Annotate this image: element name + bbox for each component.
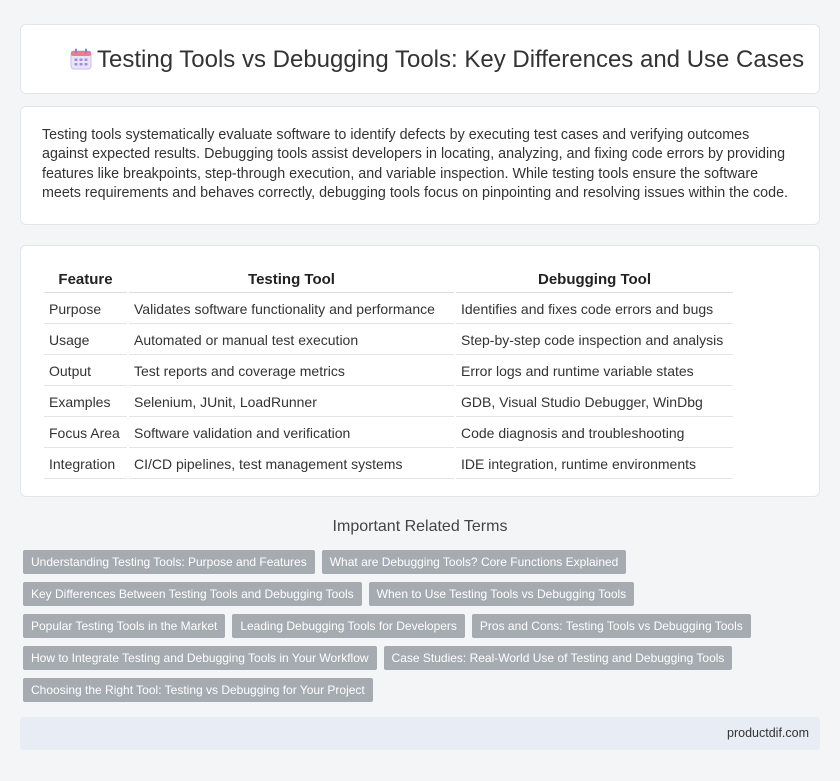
related-terms-title: Important Related Terms bbox=[332, 518, 508, 535]
table-cell: CI/CD pipelines, test management systems bbox=[129, 450, 454, 479]
comparison-table bbox=[42, 265, 735, 481]
tag-row bbox=[23, 550, 823, 574]
related-term-link[interactable]: Understanding Testing Tools: Purpose and Features bbox=[23, 550, 315, 574]
comparison-table-card bbox=[20, 245, 820, 497]
table-cell: Selenium, JUnit, LoadRunner bbox=[129, 388, 454, 417]
tag-row bbox=[23, 646, 823, 670]
table-row bbox=[44, 388, 733, 417]
column-header: Testing Tool bbox=[129, 267, 454, 293]
footer-site-name[interactable]: productdif.com bbox=[727, 726, 809, 740]
related-term-link[interactable]: What are Debugging Tools? Core Functions Explained bbox=[322, 550, 627, 574]
intro-paragraph: Testing tools systematically evaluate software to identify defects by executing test cases and verifying outcomes against expected results. Debugging tools assist developers in locating, analyzing, and fixing code errors by providing features like breakpoints, step-through execution, and variable inspection. While testing tools ensure the software meets requirements and behaves correctly, debugging tools focus on pinpointing and resolving issues within the code. bbox=[42, 127, 788, 201]
table-row bbox=[44, 419, 733, 448]
footer bbox=[20, 717, 820, 750]
table-row bbox=[44, 450, 733, 479]
table-cell: Automated or manual test execution bbox=[129, 326, 454, 355]
table-header-row bbox=[44, 267, 733, 293]
column-header: Feature bbox=[44, 267, 127, 293]
table-row bbox=[44, 326, 733, 355]
related-term-link[interactable]: Choosing the Right Tool: Testing vs Debugging for Your Project bbox=[23, 678, 373, 702]
related-term-link[interactable]: Key Differences Between Testing Tools and Debugging Tools bbox=[23, 582, 362, 606]
header-card bbox=[20, 24, 820, 94]
related-term-link[interactable]: Pros and Cons: Testing Tools vs Debugging Tools bbox=[472, 614, 751, 638]
table-cell: IDE integration, runtime environments bbox=[456, 450, 733, 479]
related-term-link[interactable]: Leading Debugging Tools for Developers bbox=[232, 614, 465, 638]
tag-row bbox=[23, 678, 823, 702]
related-term-link[interactable]: Popular Testing Tools in the Market bbox=[23, 614, 225, 638]
table-cell: Integration bbox=[44, 450, 127, 479]
table-cell: Step-by-step code inspection and analysis bbox=[456, 326, 733, 355]
intro-card bbox=[20, 106, 820, 225]
page-title: Testing Tools vs Debugging Tools: Key Differences and Use Cases bbox=[97, 46, 805, 73]
related-terms-list bbox=[23, 550, 823, 710]
table-cell: Focus Area bbox=[44, 419, 127, 448]
table-cell: Purpose bbox=[44, 295, 127, 324]
table-cell: Identifies and fixes code errors and bugs bbox=[456, 295, 733, 324]
table-row bbox=[44, 295, 733, 324]
tag-row bbox=[23, 614, 823, 638]
calendar-icon bbox=[67, 45, 95, 73]
related-term-link[interactable]: When to Use Testing Tools vs Debugging Tools bbox=[369, 582, 634, 606]
table-cell: Error logs and runtime variable states bbox=[456, 357, 733, 386]
related-term-link[interactable]: How to Integrate Testing and Debugging Tools in Your Workflow bbox=[23, 646, 377, 670]
table-cell: Usage bbox=[44, 326, 127, 355]
table-cell: Software validation and verification bbox=[129, 419, 454, 448]
table-cell: Test reports and coverage metrics bbox=[129, 357, 454, 386]
table-cell: Output bbox=[44, 357, 127, 386]
table-cell: Examples bbox=[44, 388, 127, 417]
table-cell: Validates software functionality and performance bbox=[129, 295, 454, 324]
related-term-link[interactable]: Case Studies: Real-World Use of Testing and Debugging Tools bbox=[384, 646, 733, 670]
table-cell: GDB, Visual Studio Debugger, WinDbg bbox=[456, 388, 733, 417]
table-row bbox=[44, 357, 733, 386]
tag-row bbox=[23, 582, 823, 606]
column-header: Debugging Tool bbox=[456, 267, 733, 293]
table-cell: Code diagnosis and troubleshooting bbox=[456, 419, 733, 448]
